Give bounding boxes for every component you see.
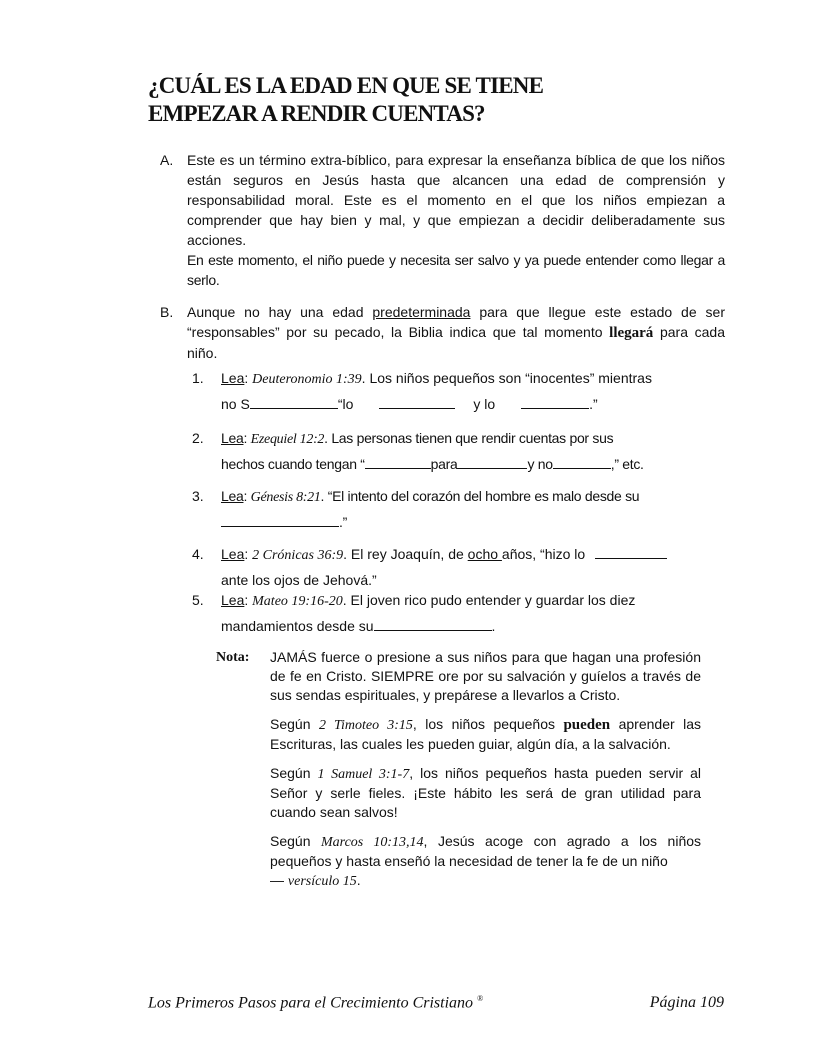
page-number: Página 109: [649, 994, 724, 1011]
bold-word: llegará: [609, 325, 654, 341]
scripture-ref: Mateo 19:16-20: [252, 594, 343, 609]
underlined-word: ocho: [467, 546, 502, 562]
list-item: 5. Lea: Mateo 19:16-20. El joven rico pudo entender y guardar los diez mandamientos desde su .: [192, 592, 636, 634]
scripture-ref: Génesis 8:21: [250, 490, 321, 505]
lea-label: Lea: [221, 546, 245, 562]
scripture-ref: 1 Samuel 3:1-7: [317, 767, 410, 782]
note-box: [216, 648, 701, 901]
section-b-letter: B.: [160, 304, 174, 320]
page-title: [148, 72, 708, 128]
underlined-word: predeterminada: [372, 304, 471, 320]
fill-blank[interactable]: [595, 544, 667, 559]
scripture-ref: Deuteronomio 1:39: [252, 372, 362, 387]
list-item: 3. Lea: Génesis 8:21. “El intento del corazón del hombre es malo desde su .”: [192, 488, 640, 530]
note-label: Nota:: [216, 650, 250, 665]
scripture-ref: Marcos 10:13,14: [321, 835, 424, 850]
list-item: 1. Lea: Deuteronomio 1:39. Los niños pequeños son “inocentes” mientras no S “lo y lo .”: [192, 370, 652, 412]
fill-blank[interactable]: [221, 512, 339, 527]
scripture-ref: 2 Timoteo 3:15: [318, 718, 413, 733]
fill-blank[interactable]: [553, 454, 611, 469]
section-a-text-2: En este momento, el niño puede y necesita ser salvo y ya puede entender como llegar a serlo.: [187, 252, 725, 288]
scripture-ref: versículo 15: [287, 874, 357, 889]
fill-blank[interactable]: [379, 394, 455, 409]
lea-label: Lea: [221, 430, 244, 446]
section-a-text: Este es un término extra-bíblico, para expresar la enseñanza bíblica de que los niños están seguros en Jesús hasta que alcancen una edad de comprensión y responsabilidad moral. Este es el momento en el que los niños empiezan a comprender que hay bien y mal, y que empiezan a decidir deliberadamente sus acciones.: [187, 152, 725, 248]
bold-word: pueden: [563, 717, 611, 733]
scripture-ref: 2 Crónicas 36:9: [252, 548, 344, 563]
section-b: [160, 302, 725, 363]
list-item: 2. Lea: Ezequiel 12:2. Las personas tienen que rendir cuentas por sus hechos cuando tengan “ para y no ,” etc.: [192, 430, 644, 472]
list-item: 4. Lea: 2 Crónicas 36:9. El rey Joaquín, de ocho años, “hizo lo ante los ojos de Jehová.”: [192, 542, 732, 592]
section-a-letter: A.: [160, 152, 174, 168]
note-paragraph: JAMÁS fuerce o presione a sus niños para que hagan una profesión de fe en Cristo. SIEMPRE ore por su salvación y guíelos a través de sus sendas espirituales, y prepárese a llevarlos a Cristo.: [270, 649, 701, 703]
scripture-ref: Ezequiel 12:2: [250, 432, 325, 447]
note-paragraph: Según 1 Samuel 3:1-7, los niños pequeños hasta pueden servir al Señor y serle fieles. ¡Este hábito les será de gran utilidad para cuando sean salvos!: [270, 765, 702, 820]
lea-label: Lea: [221, 488, 244, 504]
fill-blank[interactable]: [521, 394, 589, 409]
fill-blank[interactable]: [457, 454, 527, 469]
fill-blank[interactable]: [365, 454, 431, 469]
footer-book-title: Los Primeros Pasos para el Crecimiento Cristiano ®: [148, 994, 484, 1012]
note-paragraph: Según 2 Timoteo 3:15, los niños pequeños pueden aprender las Escrituras, las cuales les pueden guiar, algún día, a la salvación.: [270, 716, 702, 752]
title-line-2: EMPEZAR A RENDIR CUENTAS?: [148, 101, 485, 126]
fill-blank[interactable]: [250, 394, 338, 409]
note-paragraph: Según Marcos 10:13,14, Jesús acoge con agrado a los niños pequeños y hasta enseñó la necesidad de tener la fe de un niño — versículo 15.: [270, 833, 702, 889]
title-line-1: ¿CUÁL ES LA EDAD EN QUE SE TIENE: [148, 73, 544, 98]
fill-blank[interactable]: [374, 616, 492, 631]
registered-mark: ®: [477, 994, 484, 1003]
section-b-text: Aunque no hay una edad predeterminada para que llegue este estado de ser “responsables” por su pecado, la Biblia indica que tal momento llegará para cada niño.: [187, 304, 725, 361]
section-a: [160, 150, 725, 290]
lea-label: Lea: [221, 370, 245, 386]
lea-label: Lea: [221, 592, 245, 608]
